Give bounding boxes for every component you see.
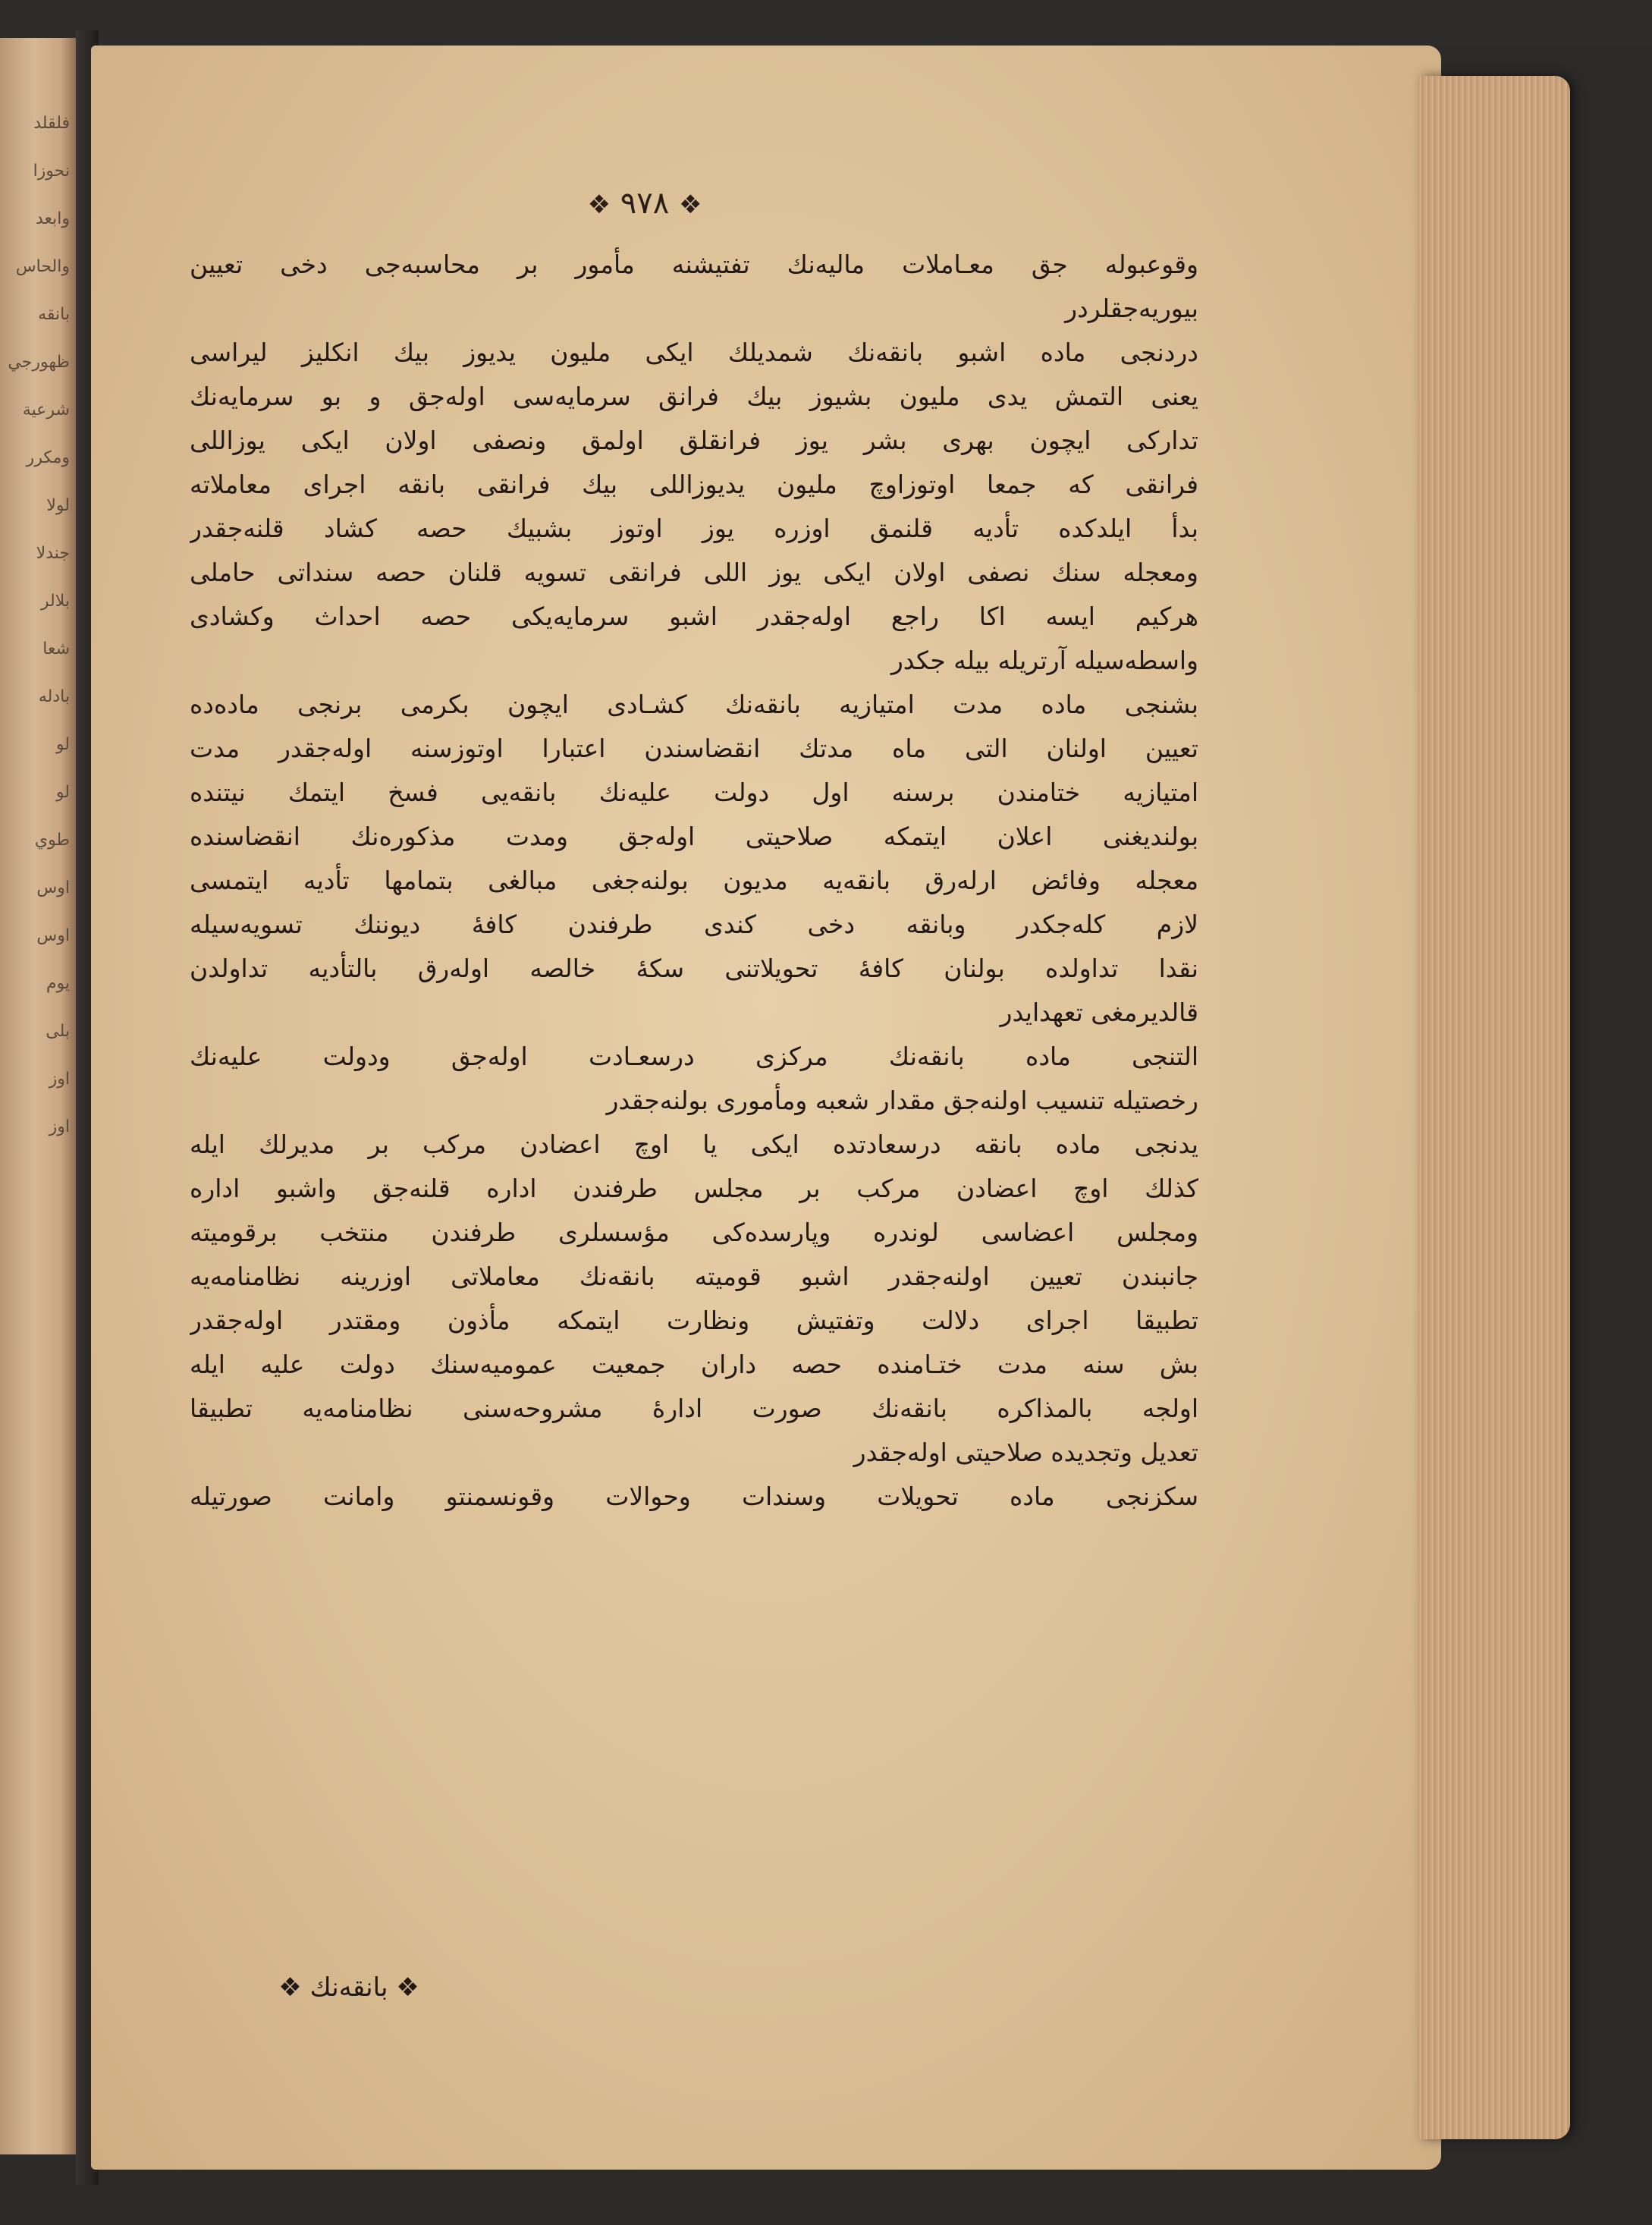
left-page-text-fragment: بلى [46, 1022, 70, 1041]
text-line: ومعجله سنك نصفى اولان ايكى يوز اللى فرانقى تسويه قلنان حصه سنداتى حاملى [190, 558, 1198, 587]
text-line: بشنجى ماده مدت امتيازيه بانقه‌نك كشـادى ايچون بكرمى برنجى ماده‌ده [190, 690, 1198, 719]
scan-background [0, 0, 1652, 46]
left-page-text-fragment: اوس [36, 926, 70, 945]
text-line: قالديرمغى تعهدايدر [1000, 998, 1198, 1027]
ornament-left-icon: ❖ [678, 190, 702, 220]
ornament-left-icon: ❖ [278, 1972, 302, 2003]
left-page-text-fragment: لو [55, 783, 70, 802]
left-page-text-fragment: لو [55, 735, 70, 754]
text-line: يدنجى ماده بانقه درسعادتده ايكى يا اوچ اعضادن مركب بر مديرلك ايله [190, 1130, 1198, 1159]
text-line: تعيين اولنان التى ماه مدتك انقضاسندن اعتبارا اوتوزسنه اوله‌جقدر مدت [190, 734, 1198, 763]
left-page-text-fragment: وابعد [35, 209, 70, 228]
text-line: امتيازيه ختامندن برسنه اول دولت عليه‌نك بانقه‌يى فسخ ايتمك نيتنده [190, 778, 1198, 807]
left-page-text-fragment: بادله [38, 687, 70, 706]
text-line: رخصتيله تنسيب اولنه‌جق مقدار شعبه ومأمورى بولنه‌جقدر [606, 1086, 1198, 1115]
text-line: بش سنه مدت ختـامنده حصه داران جمعيت عموميه‌سنك دولت عليه ايله [190, 1350, 1198, 1379]
catchword-text: بانقه‌نك [309, 1972, 388, 2003]
text-line: تعديل وتجديده صلاحيتى اوله‌جقدر [853, 1438, 1198, 1467]
left-page-text-fragment: اوز [49, 1070, 70, 1089]
left-page-text-fragment: ومكرر [26, 448, 70, 467]
left-page-text-fragment: اوز [49, 1117, 70, 1136]
left-page-text-fragment: ظهورجي [8, 353, 70, 372]
text-line: جانبندن تعيين اولنه‌جقدر اشبو قوميته بانقه‌نك معاملاتى اوزرينه نظامنامه‌يه [190, 1262, 1198, 1291]
text-line: معجله وفائض ارله‌رق بانقه‌يه مديون بولنه‌جغى مبالغى بتمامها تأديه ايتمسى [190, 866, 1198, 895]
left-page-text-fragment: فلقلد [33, 114, 70, 133]
catchword [250, 1972, 448, 2003]
left-page-fragment [0, 38, 76, 2154]
text-line: واسطه‌سيله آرتريله بيله جكدر [890, 646, 1198, 675]
text-line: بولنديغنى اعلان ايتمكه صلاحيتى اوله‌جق ومدت مذكوره‌نك انقضاسنده [190, 822, 1198, 851]
left-page-text-fragment: يوم [46, 974, 70, 993]
left-page-text-fragment: بلالر [40, 592, 70, 611]
text-line: تطبيقا اجراى دلالت وتفتيش ونظارت ايتمكه مأذون ومقتدر اوله‌جقدر [190, 1306, 1198, 1335]
text-line: بيوريه‌جقلردر [1065, 294, 1198, 323]
text-line: بدأ ايلدكده تأديه قلنمق اوزره يوز اوتوز بشبيك حصه كشاد قلنه‌جقدر [190, 514, 1198, 543]
left-page-text-fragment: جندلا [36, 544, 70, 563]
text-line: نقدا تداولده بولنان كافهٔ تحويلاتنى سكهٔ خالصه اوله‌رق بالتأديه تداولدن [190, 954, 1198, 983]
page-number [569, 186, 721, 221]
left-page-text-fragment: شعا [42, 640, 70, 658]
text-line: يعنى التمش يدى مليون بشيوز بيك فرانق سرمايه‌سى اوله‌جق و بو سرمايه‌نك [190, 382, 1198, 411]
left-page-text-fragment: شرعية [22, 401, 70, 420]
left-page-text-fragment: والحاس [15, 257, 70, 276]
folio-number: ٩٧٨ [620, 186, 670, 221]
text-line: كذلك اوچ اعضادن مركب بر مجلس طرفندن اداره قلنه‌جق واشبو اداره [190, 1174, 1198, 1203]
page-text [190, 243, 1198, 1519]
text-line: وقوعبوله جق معـاملات ماليه‌نك تفتيشنه مأمور بر محاسبه‌جى دخى تعيين [190, 250, 1198, 279]
text-line: لازم كله‌جكدر وبانقه دخى كندى طرفندن كافهٔ ديوننك تسويه‌سيله [190, 910, 1198, 939]
text-line: ومجلس اعضاسى لوندره وپارسده‌كى مؤسسلرى طرفندن منتخب برقوميته [190, 1218, 1198, 1247]
text-line: هركيم ايسه اكا راجع اوله‌جقدر اشبو سرمايه‌يكى حصه احداث وكشادى [190, 602, 1198, 631]
left-page-text-fragment: اوس [36, 878, 70, 897]
left-page-text-fragment: بانقه [38, 305, 70, 324]
ornament-right-icon: ❖ [396, 1972, 419, 2003]
text-line: سكزنجى ماده تحويلات وسندات وحوالات وقونسمنتو وامانت صورتيله [190, 1482, 1198, 1511]
text-line: تداركى ايچون بهرى بشر يوز فرانقلق اولمق ونصفى اولان ايكى يوزاللى [190, 426, 1198, 455]
ornament-right-icon: ❖ [587, 190, 611, 220]
text-line: دردنجى ماده اشبو بانقه‌نك شمديلك ايكى مليون يديوز بيك انكليز ليراسى [190, 338, 1198, 367]
text-line: اولجه بالمذاكره بانقه‌نك صورت ادارهٔ مشروحه‌سنى نظامنامه‌يه تطبيقا [190, 1394, 1198, 1423]
text-line: التنجى ماده بانقه‌نك مركزى درسعـادت اوله‌جق ودولت عليه‌نك [190, 1042, 1198, 1071]
left-page-text-fragment: نحوزا [33, 162, 70, 181]
page-edges [1418, 76, 1570, 2139]
left-page-text-fragment: لولا [46, 496, 70, 515]
text-line: فرانقى كه جمعا اوتوزاوچ مليون يديوزاللى بيك فرانقى بانقه اجراى معاملاته [190, 470, 1198, 499]
left-page-text-fragment: طوي [34, 831, 70, 850]
